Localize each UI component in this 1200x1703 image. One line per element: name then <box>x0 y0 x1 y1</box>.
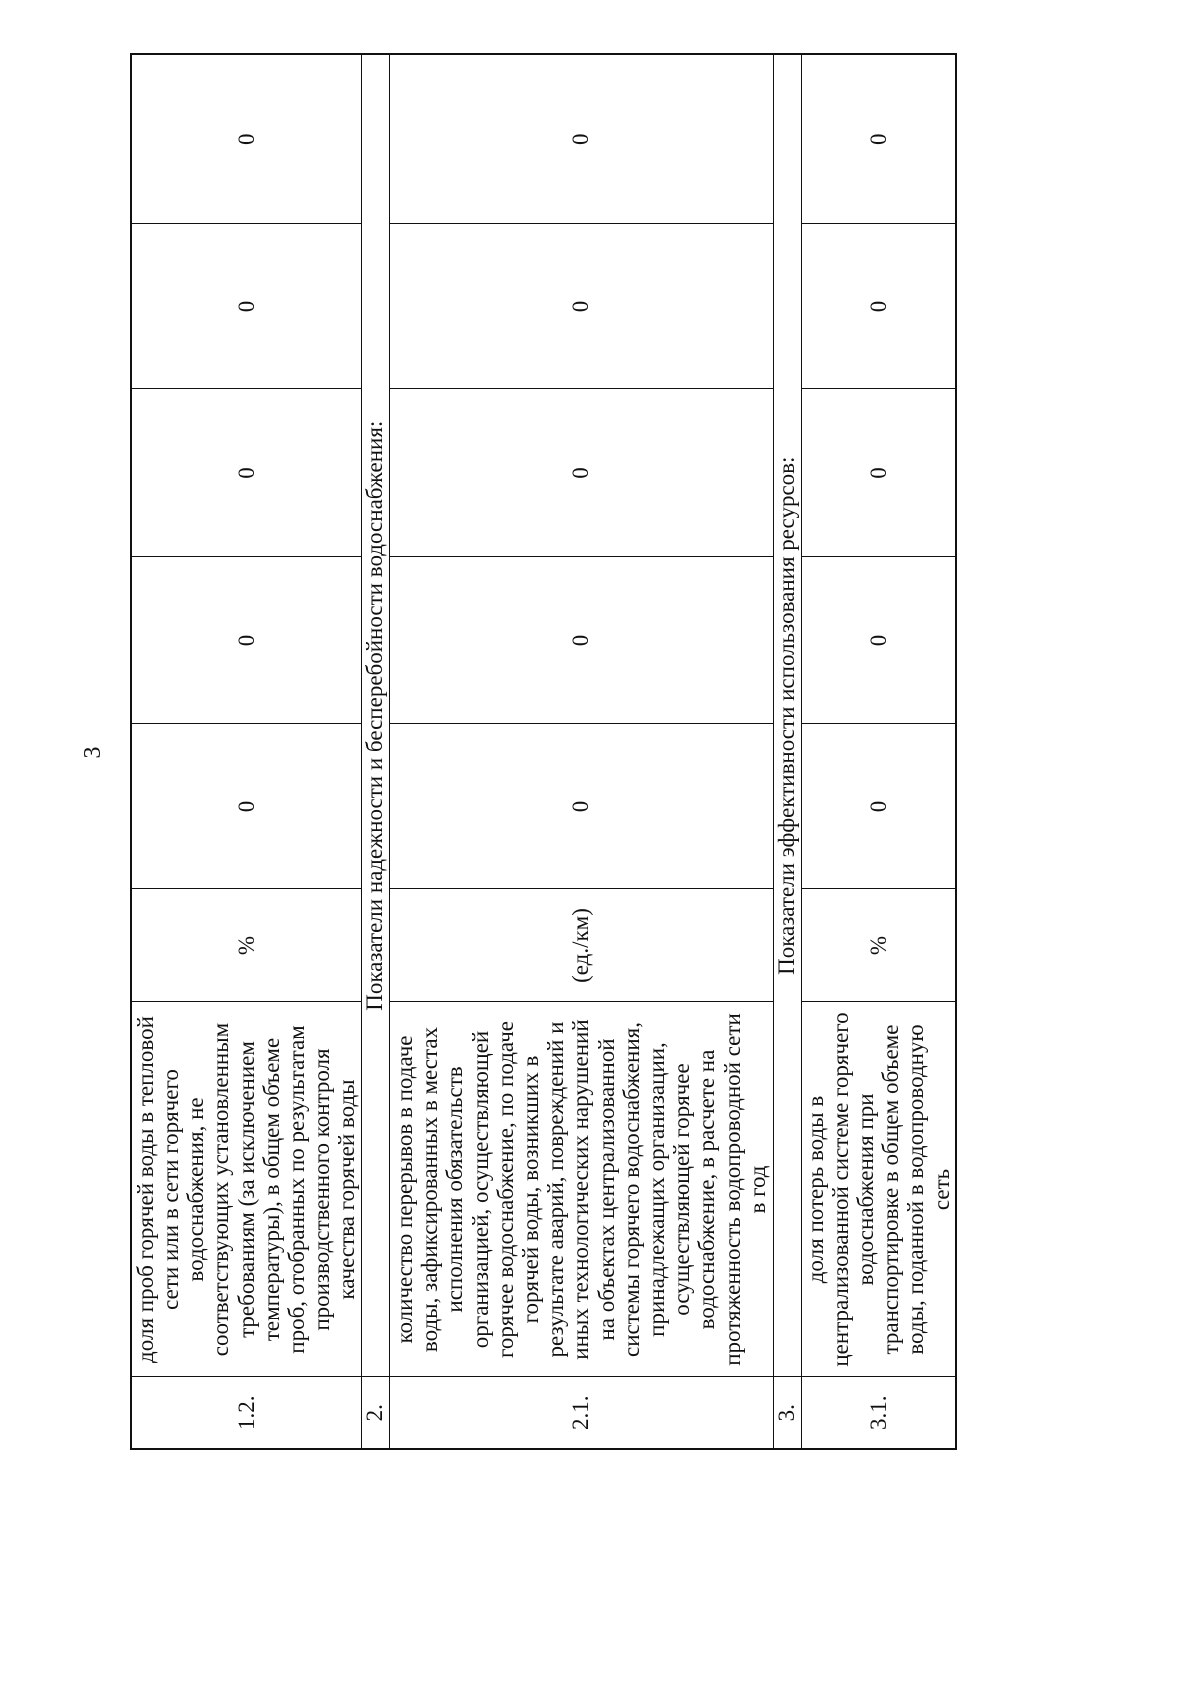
page-number: 3 <box>80 746 106 759</box>
row-number-cell <box>361 1377 389 1449</box>
description-line: результате аварий, повреждений и <box>543 1021 569 1358</box>
section-row <box>361 54 389 1449</box>
table-row <box>131 54 361 1449</box>
description-line: системы горячего водоснабжения, <box>618 1022 644 1357</box>
row-unit-cell <box>389 889 773 1002</box>
description-line: сети или в сети горячего <box>158 1069 184 1310</box>
description-line: количество перерывов в подаче <box>391 1035 417 1344</box>
row-description-cell <box>389 1002 773 1377</box>
row-unit-cell <box>131 889 361 1002</box>
value: 0 <box>865 634 891 647</box>
indicators-table <box>130 53 957 1450</box>
description-line: водоснабжения, не <box>183 1097 209 1282</box>
row-number: 3.1. <box>865 1395 891 1430</box>
value: 0 <box>568 800 594 813</box>
row-number-cell <box>389 1377 773 1449</box>
row-number-cell <box>773 1377 801 1449</box>
value: 0 <box>233 467 259 479</box>
row-unit: % <box>865 935 891 956</box>
description-line: иных технологических нарушений <box>568 1019 594 1360</box>
description-line: качества горячей воды <box>334 1079 360 1300</box>
value-cell <box>131 54 361 224</box>
row-number: 1.2. <box>233 1395 259 1430</box>
section-title: Показатели надежности и бесперебойности водоснабжения: <box>362 420 387 1011</box>
description-line: централизованной системе горячего <box>827 1012 853 1367</box>
description-line: транспортировке в общем объеме <box>878 1024 904 1355</box>
description-line: воды, поданной в водопроводную <box>903 1024 929 1355</box>
value: 0 <box>568 467 594 479</box>
value-cell <box>801 224 956 389</box>
value: 0 <box>865 133 891 145</box>
value-cell <box>131 724 361 889</box>
description-line: горячей воды, возникших в <box>517 1055 543 1324</box>
value-cell <box>389 557 773 724</box>
table-row <box>801 54 956 1449</box>
value-cell <box>131 224 361 389</box>
value: 0 <box>865 800 891 813</box>
description-line: доля потерь воды в <box>802 1095 828 1284</box>
rotated-page <box>0 55 960 1450</box>
description-line: производственного контроля <box>309 1048 335 1331</box>
description-line: принадлежащих организации, <box>644 1042 669 1337</box>
description-line: осуществляющей горячее <box>669 1063 695 1316</box>
value: 0 <box>568 133 594 145</box>
value: 0 <box>233 300 259 313</box>
value-cell <box>389 224 773 389</box>
description-line: воды, зафиксированных в местах <box>417 1026 443 1353</box>
description-line: требованиям (за исключением <box>233 1041 259 1338</box>
description-line: водоснабжение, в расчете на <box>694 1049 720 1330</box>
description-line: доля проб горячей воды в тепловой <box>132 1016 158 1363</box>
row-unit-cell <box>801 889 956 1002</box>
description-line: в год <box>744 1165 770 1214</box>
description-line: на объектах централизованной <box>593 1038 619 1341</box>
value-cell <box>131 557 361 724</box>
description-line: исполнения обязательств <box>442 1066 468 1313</box>
section-row <box>773 54 801 1449</box>
description-line: сеть <box>928 1168 954 1211</box>
row-unit: % <box>233 935 259 956</box>
value: 0 <box>865 300 891 313</box>
description-line: горячее водоснабжение, по подаче <box>492 1021 518 1358</box>
value-cell <box>801 724 956 889</box>
section-title: Показатели эффективности использования ресурсов: <box>774 456 799 975</box>
section-title-cell <box>773 54 801 1377</box>
description-line: протяженность водопроводной сети <box>719 1013 745 1366</box>
description-line: соответствующих установленным <box>208 1022 234 1357</box>
row-number-cell <box>801 1377 956 1449</box>
row-number-cell <box>131 1377 361 1449</box>
value: 0 <box>568 300 594 313</box>
value-cell <box>131 389 361 557</box>
section-number: 2. <box>362 1404 387 1422</box>
row-description-cell <box>131 1002 361 1377</box>
row-description-cell <box>801 1002 956 1377</box>
table-row <box>389 54 773 1449</box>
description-line: проб, отобранных по результатам <box>284 1025 310 1354</box>
row-number: 2.1. <box>568 1395 594 1430</box>
value-cell <box>801 389 956 557</box>
value: 0 <box>233 800 259 813</box>
section-number: 3. <box>774 1404 799 1422</box>
value: 0 <box>865 467 891 479</box>
value: 0 <box>568 634 594 647</box>
description-line: организацией, осуществляющей <box>467 1030 493 1349</box>
value-cell <box>801 557 956 724</box>
value-cell <box>801 54 956 224</box>
description-line: температуры), в общем объеме <box>258 1037 284 1342</box>
description-line: водоснабжения при <box>853 1093 879 1286</box>
section-title-cell <box>361 54 389 1377</box>
value-cell <box>389 54 773 224</box>
value: 0 <box>233 133 259 145</box>
value: 0 <box>233 634 259 647</box>
row-unit: (ед./км) <box>568 908 594 983</box>
value-cell <box>389 724 773 889</box>
value-cell <box>389 389 773 557</box>
